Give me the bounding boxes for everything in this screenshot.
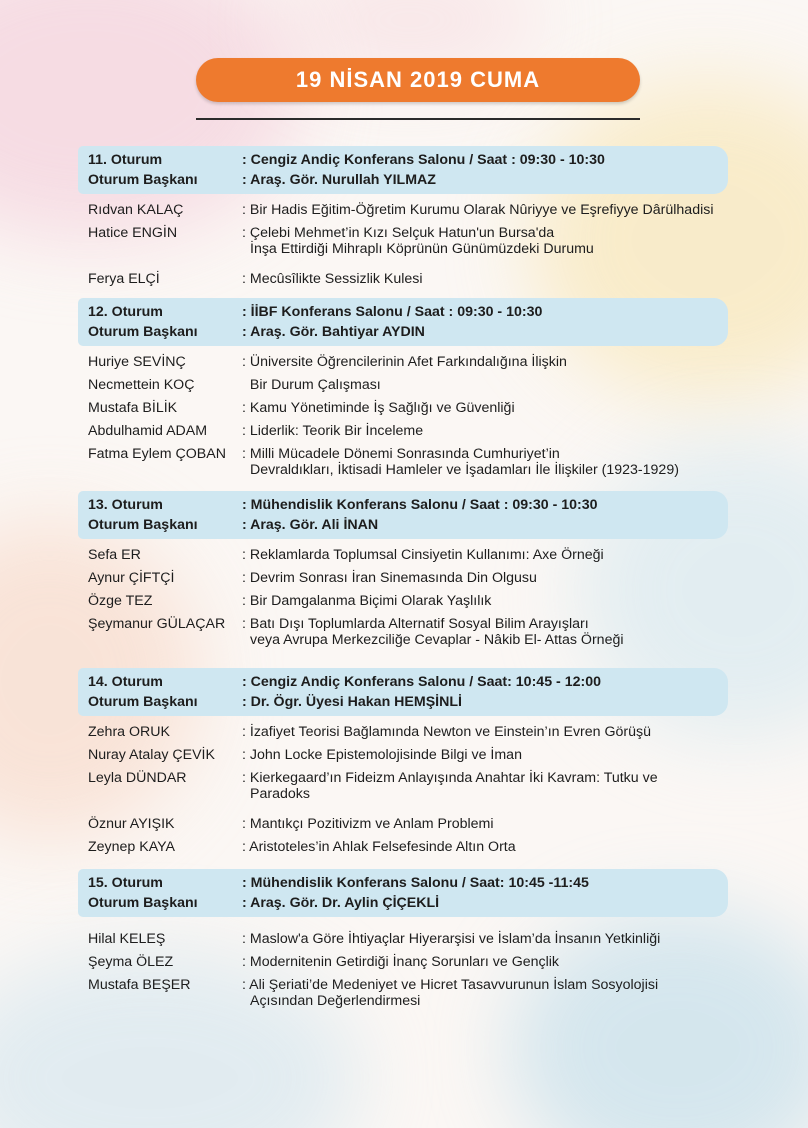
presenter-name: Ferya ELÇİ [88, 271, 160, 287]
session-header [78, 146, 728, 194]
presentation-row [78, 977, 728, 1023]
paper-title: : İzafiyet Teorisi Bağlamında Newton ve Einstein’ın Evren Görüşü [242, 724, 652, 740]
paper-title: : Üniversite Öğrencilerinin Afet Farkındalığına İlişkin [242, 354, 567, 370]
paper-title [242, 616, 624, 648]
presentation-row [78, 400, 728, 423]
paper-title: : John Locke Epistemolojisinde Bilgi ve İman [242, 747, 522, 763]
presentation-row [78, 816, 728, 839]
paper-title: : Bir Damgalanma Biçimi Olarak Yaşlılık [242, 593, 492, 609]
presenter-name: Zehra ORUK [88, 724, 170, 740]
session-15 [78, 869, 728, 1023]
presentation-row [78, 747, 728, 770]
session-12 [78, 298, 728, 492]
presenter-name: Sefa ER [88, 547, 141, 563]
presentation-list [78, 547, 728, 662]
date-banner: 19 NİSAN 2019 CUMA [196, 58, 640, 102]
presenter-name: Aynur ÇİFTÇİ [88, 570, 175, 586]
paper-title [242, 225, 594, 257]
session-header [78, 668, 728, 716]
session-11 [78, 146, 728, 294]
presentation-row [78, 547, 728, 570]
paper-title: : Modernitenin Getirdiği İnanç Sorunları ve Gençlik [242, 954, 560, 970]
divider-line [196, 118, 640, 120]
paper-title-line2: veya Avrupa Merkezciliğe Cevaplar - Nâkib El- Attas Örneği [250, 632, 624, 648]
paper-title-line2: Paradoks [250, 786, 310, 802]
presentation-row [78, 616, 728, 662]
paper-title: Bir Durum Çalışması [242, 377, 381, 393]
session-label: 15. Oturum [88, 875, 163, 891]
presenter-name: Şeyma ÖLEZ [88, 954, 174, 970]
presentation-row [78, 354, 728, 377]
paper-title: : Devrim Sonrası İran Sinemasında Din Olgusu [242, 570, 537, 586]
presenter-name: Şeymanur GÜLAÇAR [88, 616, 226, 632]
session-header [78, 298, 728, 346]
session-label: 11. Oturum [88, 152, 163, 168]
paper-title [242, 446, 679, 478]
presenter-name: Hatice ENGİN [88, 225, 178, 241]
paper-title: : Kamu Yönetiminde İş Sağlığı ve Güvenliği [242, 400, 515, 416]
session-13 [78, 491, 728, 662]
presentation-row [78, 446, 728, 492]
session-chair: : Araş. Gör. Ali İNAN [242, 517, 379, 533]
presenter-name: Öznur AYIŞIK [88, 816, 175, 832]
paper-title-line1: : Ali Şeriati’de Medeniyet ve Hicret Tasavvurunun İslam Sosyolojisi [242, 977, 659, 993]
paper-title: : Maslow'a Göre İhtiyaçlar Hiyerarşisi ve İslam’da İnsanın Yetkinliği [242, 931, 661, 947]
paper-title-line1: : Milli Mücadele Dönemi Sonrasında Cumhuriyet’in [242, 446, 560, 462]
presentation-list [78, 931, 728, 1023]
session-14 [78, 668, 728, 862]
chair-label: Oturum Başkanı [88, 324, 198, 340]
session-header [78, 491, 728, 539]
presenter-name: Necmettein KOÇ [88, 377, 195, 393]
presenter-name: Özge TEZ [88, 593, 153, 609]
paper-title: : Liderlik: Teorik Bir İnceleme [242, 423, 424, 439]
session-venue: : Cengiz Andiç Konferans Salonu / Saat : 09:30 - 10:30 [242, 152, 605, 168]
presentation-list [78, 354, 728, 492]
presentation-row [78, 931, 728, 954]
paper-title: : Aristoteles’in Ahlak Felsefesinde Altın Orta [242, 839, 516, 855]
session-label: 12. Oturum [88, 304, 163, 320]
presenter-name: Huriye SEVİNÇ [88, 354, 186, 370]
session-chair: : Araş. Gör. Bahtiyar AYDIN [242, 324, 425, 340]
presentation-row [78, 570, 728, 593]
chair-label: Oturum Başkanı [88, 517, 198, 533]
presenter-name: Hilal KELEŞ [88, 931, 166, 947]
presenter-name: Mustafa BEŞER [88, 977, 191, 993]
presentation-row [78, 954, 728, 977]
session-header [78, 869, 728, 917]
paper-title [242, 770, 658, 802]
session-label: 13. Oturum [88, 497, 163, 513]
session-chair: : Dr. Ögr. Üyesi Hakan HEMŞİNLİ [242, 694, 462, 710]
session-label: 14. Oturum [88, 674, 163, 690]
chair-label: Oturum Başkanı [88, 895, 198, 911]
session-venue: : İİBF Konferans Salonu / Saat : 09:30 - 10:30 [242, 304, 543, 320]
presenter-name: Leyla DÜNDAR [88, 770, 187, 786]
paper-title: : Reklamlarda Toplumsal Cinsiyetin Kullanımı: Axe Örneği [242, 547, 604, 563]
session-venue: : Mühendislik Konferans Salonu / Saat: 10:45 -11:45 [242, 875, 589, 891]
chair-label: Oturum Başkanı [88, 172, 198, 188]
paper-title-line1: : Kierkegaard’ın Fideizm Anlayışında Anahtar İki Kavram: Tutku ve [242, 770, 658, 786]
paper-title-line2: Devraldıkları, İktisadi Hamleler ve İşadamları İle İlişkiler (1923-1929) [250, 462, 679, 478]
presenter-name: Zeynep KAYA [88, 839, 176, 855]
paper-title-line1: : Çelebi Mehmet’in Kızı Selçuk Hatun'un Bursa'da [242, 225, 555, 241]
presenter-name: Mustafa BİLİK [88, 400, 178, 416]
session-chair: : Araş. Gör. Dr. Aylin ÇİÇEKLİ [242, 895, 440, 911]
presentation-row [78, 724, 728, 747]
presentation-row [78, 377, 728, 400]
presenter-name: Rıdvan KALAÇ [88, 202, 184, 218]
session-venue: : Cengiz Andiç Konferans Salonu / Saat: 10:45 - 12:00 [242, 674, 601, 690]
paper-title [242, 977, 658, 1009]
presentation-row [78, 593, 728, 616]
session-chair: : Araş. Gör. Nurullah YILMAZ [242, 172, 436, 188]
presentation-row [78, 770, 728, 816]
presentation-list [78, 724, 728, 862]
presentation-row [78, 271, 728, 294]
paper-title-line2: İnşa Ettirdiği Mihraplı Köprünün Günümüzdeki Durumu [250, 241, 594, 257]
presentation-row [78, 202, 728, 225]
presenter-name: Nuray Atalay ÇEVİK [88, 747, 215, 763]
presentation-row [78, 839, 728, 862]
chair-label: Oturum Başkanı [88, 694, 198, 710]
presentation-list [78, 202, 728, 294]
session-venue: : Mühendislik Konferans Salonu / Saat : 09:30 - 10:30 [242, 497, 598, 513]
paper-title-line2: Açısından Değerlendirmesi [250, 993, 421, 1009]
presentation-row [78, 225, 728, 271]
presentation-row [78, 423, 728, 446]
paper-title-line1: : Batı Dışı Toplumlarda Alternatif Sosyal Bilim Arayışları [242, 616, 589, 632]
paper-title: : Mantıkçı Pozitivizm ve Anlam Problemi [242, 816, 494, 832]
paper-title: : Bir Hadis Eğitim-Öğretim Kurumu Olarak Nûriyye ve Eşrefiyye Dârülhadisi [242, 202, 714, 218]
presenter-name: Abdulhamid ADAM [88, 423, 208, 439]
presenter-name: Fatma Eylem ÇOBAN [88, 446, 226, 462]
paper-title: : Mecûsîlikte Sessizlik Kulesi [242, 271, 423, 287]
